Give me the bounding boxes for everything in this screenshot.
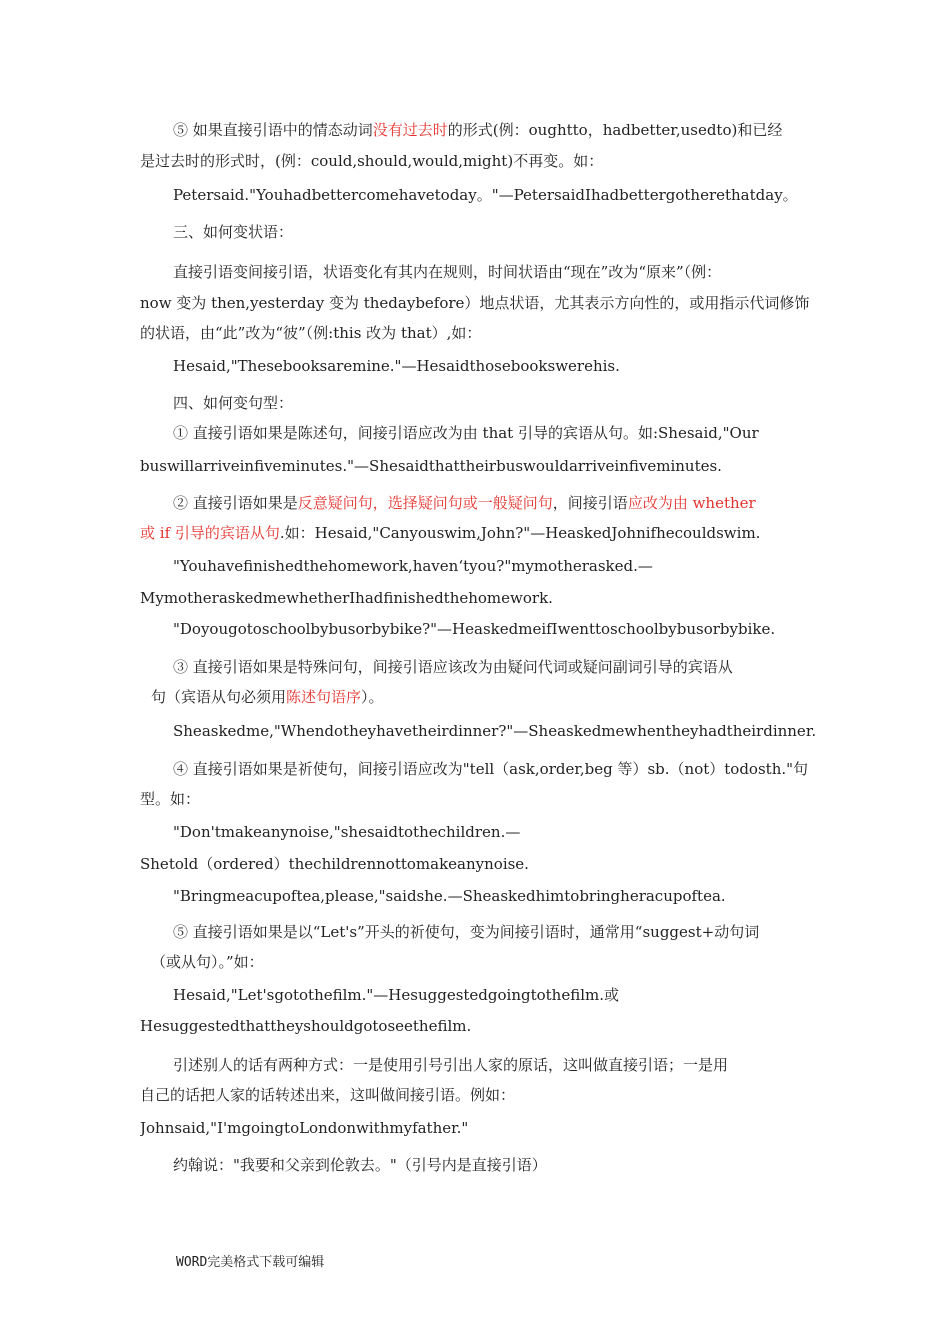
text-line xyxy=(140,588,820,608)
text-segment: 约翰说："我要和父亲到伦敦去。"（引号内是直接引语） xyxy=(173,1156,547,1174)
text-line xyxy=(140,523,820,543)
text-line xyxy=(173,185,820,205)
text-line xyxy=(140,1016,820,1036)
text-segment: MymotheraskedmewhetherIhadfinishedthehomework. xyxy=(140,589,553,607)
text-line xyxy=(140,293,820,313)
text-line xyxy=(140,854,820,874)
text-segment: Sheaskedme,"Whendotheyhavetheirdinner?"—Sheaskedmewhentheyhadtheirdinner. xyxy=(173,722,817,740)
text-segment: Hesaid,"Thesebooksaremine."—Hesaidthosebookswerehis. xyxy=(173,357,620,375)
text-line xyxy=(173,222,820,242)
text-segment: ④ 直接引语如果是祈使句，间接引语应改为"tell（ask,order,beg 等）sb.（not）todosth."句 xyxy=(173,760,809,778)
text-line xyxy=(173,262,820,282)
text-segment: Hesuggestedthattheyshouldgotoseethefilm. xyxy=(140,1017,472,1035)
text-segment: 自己的话把人家的话转述出来，这叫做间接引语。例如： xyxy=(140,1086,516,1104)
text-segment: ⑤ 直接引语如果是以“Let's”开头的祈使句，变为间接引语时，通常用“suggest+动句词 xyxy=(173,923,760,941)
text-line xyxy=(140,323,820,343)
text-line xyxy=(173,619,820,639)
text-line xyxy=(140,1085,820,1105)
text-segment: Hesaid,"Let'sgotothefilm."—Hesuggestedgoingtothefilm.或 xyxy=(173,986,620,1004)
highlighted-text: 没有过去时 xyxy=(372,121,448,139)
text-line xyxy=(140,151,820,171)
text-line xyxy=(173,120,820,140)
text-segment: ，间接引语 xyxy=(552,494,628,512)
text-segment: ③ 直接引语如果是特殊问句，间接引语应该改为由疑问代词或疑问副词引导的宾语从 xyxy=(173,658,733,676)
text-segment: "Bringmeacupoftea,please,"saidshe.—Sheaskedhimtobringheracupoftea. xyxy=(173,887,726,905)
text-line xyxy=(140,1118,820,1138)
text-segment: （或从句）。”如： xyxy=(151,953,264,971)
text-line xyxy=(173,922,820,942)
text-line xyxy=(173,886,820,906)
text-segment: "Doyougotoschoolbybusorbybike?"—HeaskedmeifIwenttoschoolbybusorbybike. xyxy=(173,620,776,638)
text-line xyxy=(140,789,820,809)
text-segment: ② 直接引语如果是 xyxy=(173,494,298,512)
text-segment: 四、如何变句型： xyxy=(173,394,294,412)
highlighted-text: 陈述句语序 xyxy=(286,688,362,706)
text-line xyxy=(173,985,820,1005)
text-line xyxy=(173,393,820,413)
text-segment: "Don'tmakeanynoise,"shesaidtothechildren.— xyxy=(173,823,521,841)
text-line xyxy=(173,423,820,443)
text-line xyxy=(140,456,820,476)
text-segment: 直接引语变间接引语，状语变化有其内在规则，时间状语由“现在”改为“原来”（例： xyxy=(173,263,722,281)
text-segment: now 变为 then,yesterday 变为 thedaybefore）地点状语，尤其表示方向性的，或用指示代词修饰 xyxy=(140,294,810,312)
text-line xyxy=(173,1055,820,1075)
text-line xyxy=(151,687,820,707)
text-segment: "Youhavefinishedthehomework,haven‘tyou?"mymotherasked.— xyxy=(173,557,653,575)
text-segment: 的形式(例：oughtto，hadbetter,usedto)和已经 xyxy=(447,121,783,139)
text-segment: .如：Hesaid,"Canyouswim,John?"—HeaskedJohnifhecouldswim. xyxy=(279,524,761,542)
text-line xyxy=(173,356,820,376)
text-line xyxy=(173,493,820,513)
text-line xyxy=(173,657,820,677)
text-line xyxy=(173,759,820,779)
text-segment: 句（宾语从句必须用 xyxy=(151,688,287,706)
text-segment: ）。 xyxy=(361,688,384,706)
text-segment: Petersaid."Youhadbettercomehavetoday。"—PetersaidIhadbettergotherethatday。 xyxy=(173,186,798,204)
text-segment: ① 直接引语如果是陈述句，间接引语应改为由 that 引导的宾语从句。如:Shesaid,"Our xyxy=(173,424,759,442)
text-segment: ⑤ 如果直接引语中的情态动词 xyxy=(173,121,373,139)
text-line xyxy=(173,556,820,576)
highlighted-text: 反意疑问句，选择疑问句或一般疑问句 xyxy=(297,494,553,512)
text-line xyxy=(173,1155,820,1175)
text-segment: buswillarriveinfiveminutes."—Shesaidthattheirbuswouldarriveinfiveminutes. xyxy=(140,457,722,475)
text-line xyxy=(173,822,820,842)
text-line xyxy=(173,721,820,741)
text-segment: 型。如： xyxy=(140,790,201,808)
text-segment: 三、如何变状语： xyxy=(173,223,294,241)
highlighted-text: 或 if 引导的宾语从句 xyxy=(140,524,280,542)
highlighted-text: 应改为由 whether xyxy=(627,494,756,512)
text-segment: 是过去时的形式时，(例：could,should,would,might)不再变。如： xyxy=(140,152,604,170)
page-footer: WORD完美格式下载可编辑 xyxy=(176,1255,325,1270)
text-segment: 的状语，由“此”改为“彼”（例:this 改为 that）,如： xyxy=(140,324,482,342)
text-segment: Shetold（ordered）thechildrennottomakeanynoise. xyxy=(140,855,529,873)
text-line xyxy=(151,952,820,972)
text-segment: Johnsaid,"I'mgoingtoLondonwithmyfather." xyxy=(140,1119,469,1137)
text-segment: 引述别人的话有两种方式：一是使用引号引出人家的原话，这叫做直接引语；一是用 xyxy=(173,1056,729,1074)
